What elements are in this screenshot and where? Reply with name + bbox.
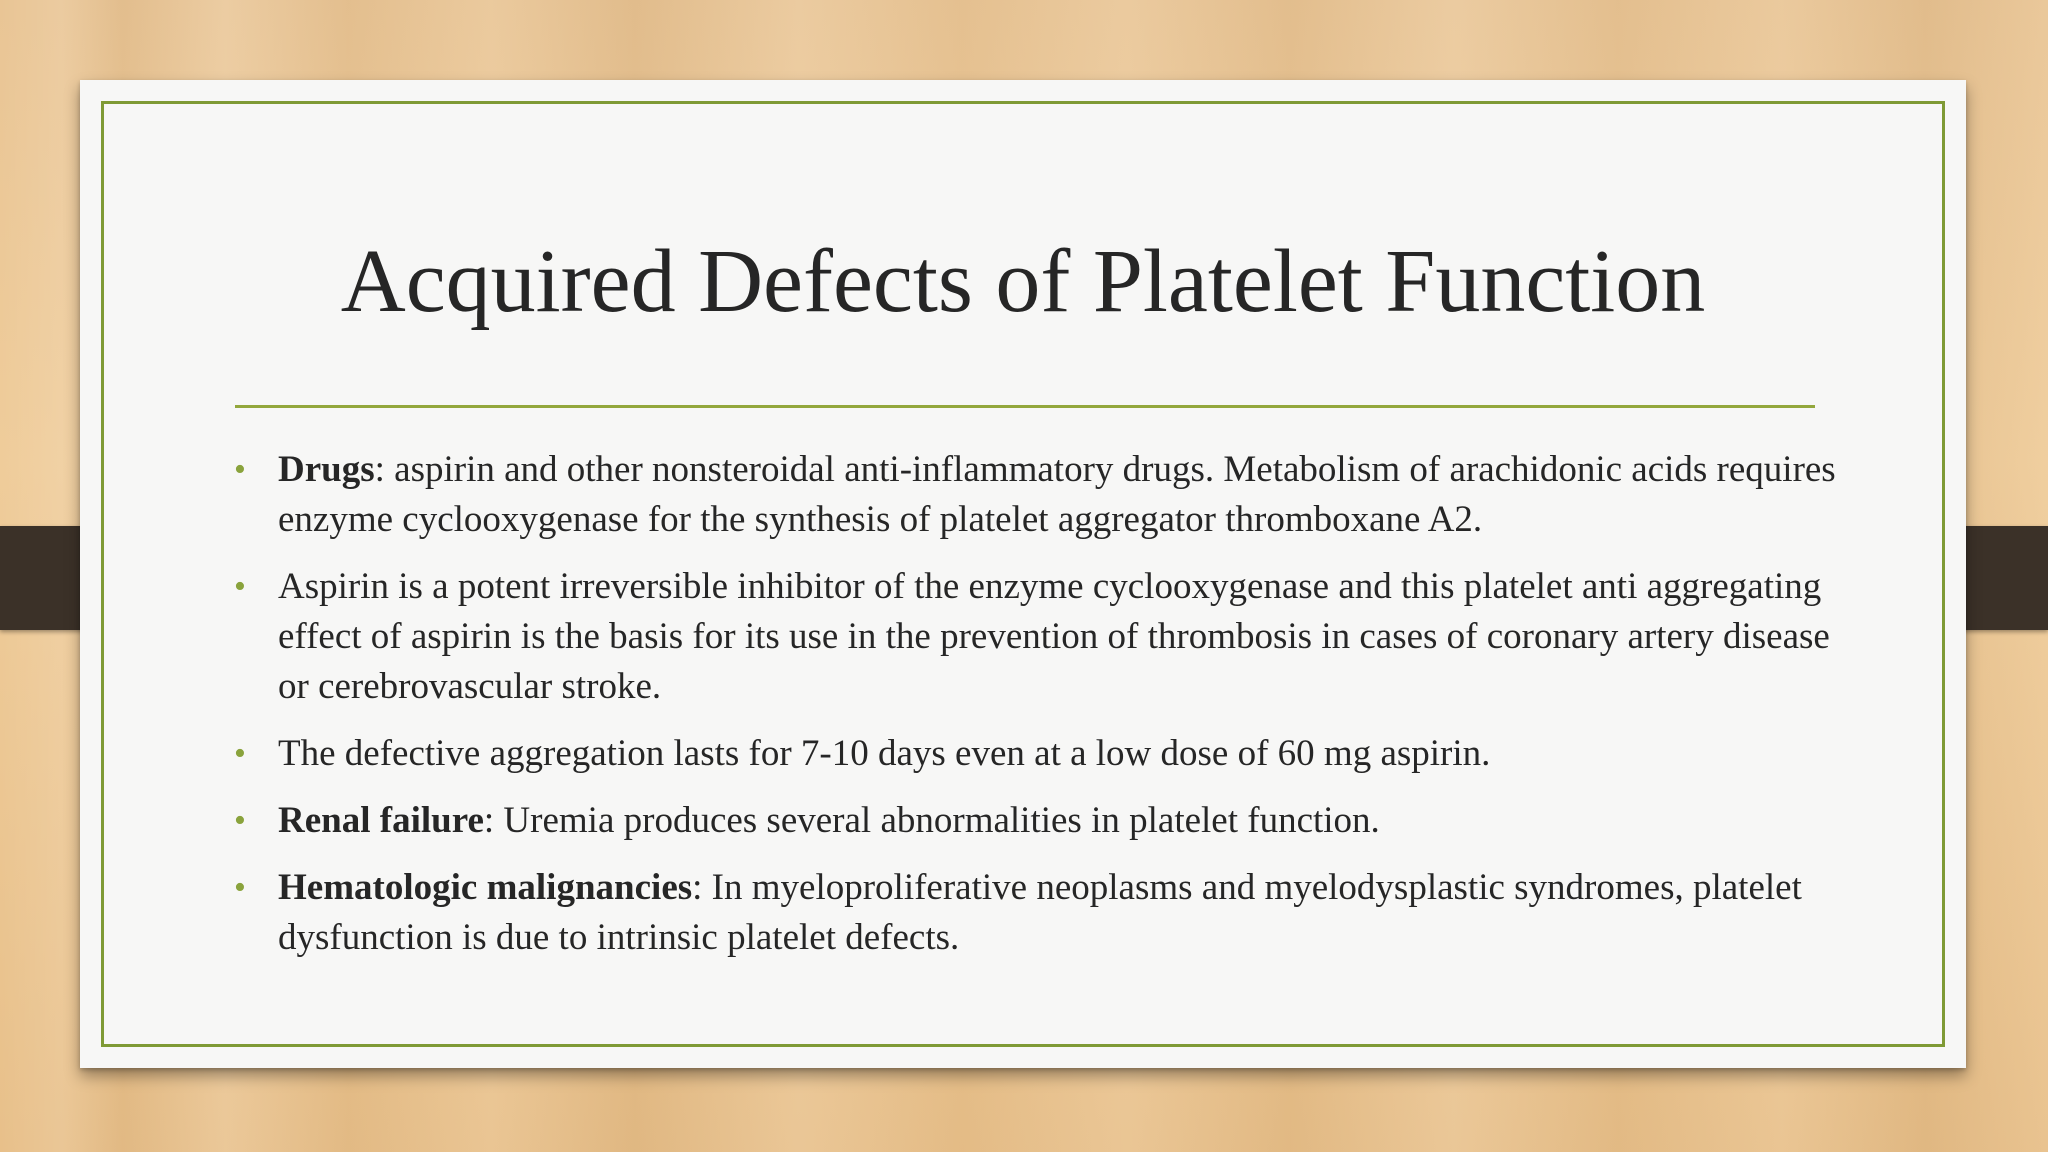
bullet-text: : aspirin and other nonsteroidal anti-inflammatory drugs. Metabolism of arachidonic acids requires enzyme cyclooxygenase for the synthesis of platelet aggregator thromboxane A2. — [278, 449, 1836, 540]
bullet-text: Aspirin is a potent irreversible inhibitor of the enzyme cyclooxygenase and this platelet anti aggregating effect of aspirin is the basis for its use in the prevention of thrombosis in cases of coronary artery disease or cerebrovascular stroke. — [278, 566, 1830, 707]
bullet-dot-icon: • — [234, 735, 246, 772]
bullet-text: The defective aggregation lasts for 7-10 days even at a low dose of 60 mg aspirin. — [278, 733, 1491, 774]
bullet-item-hematologic — [234, 863, 1848, 963]
title-divider — [235, 405, 1815, 408]
bullet-text: : Uremia produces several abnormalities in platelet function. — [483, 800, 1380, 841]
slide-title: Acquired Defects of Platelet Function — [340, 232, 1706, 331]
bullet-lead: Renal failure — [278, 800, 484, 841]
bullet-item-renal-failure — [234, 796, 1848, 846]
bullet-dot-icon: • — [234, 869, 246, 906]
bullet-text: : In myeloproliferative neoplasms and myelodysplastic syndromes, platelet dysfunction is due to intrinsic platelet defects. — [278, 867, 1802, 958]
slide-paper — [80, 80, 1966, 1068]
bullet-lead: Drugs — [278, 449, 375, 490]
bullet-item-drugs — [234, 445, 1848, 545]
bullet-dot-icon: • — [234, 802, 246, 839]
bullet-list — [234, 445, 1848, 980]
bullet-item-aspirin — [234, 562, 1848, 712]
bullet-dot-icon: • — [234, 568, 246, 605]
bullet-item-duration — [234, 729, 1848, 779]
bullet-dot-icon: • — [234, 451, 246, 488]
bullet-lead: Hematologic malignancies — [278, 867, 693, 908]
